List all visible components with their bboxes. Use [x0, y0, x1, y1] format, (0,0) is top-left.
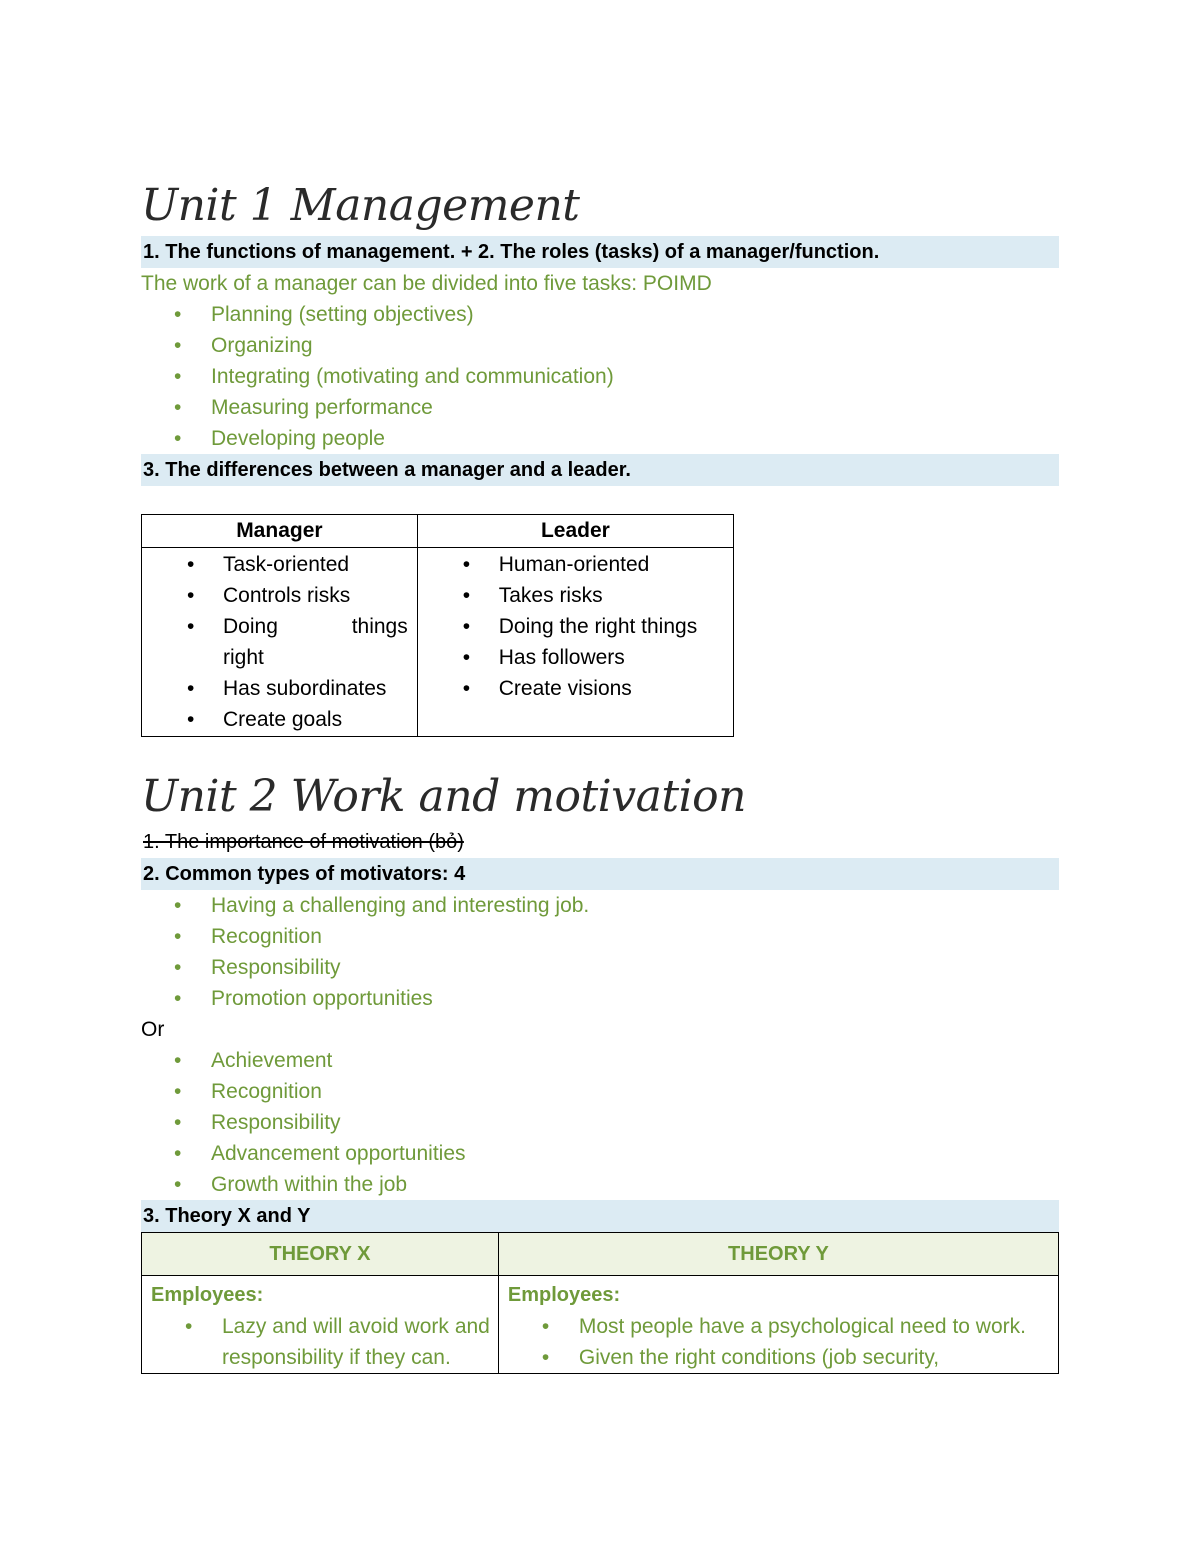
list-item: • Achievement: [141, 1045, 1059, 1076]
list-item: • Recognition: [141, 1076, 1059, 1107]
unit1-task-list: [141, 299, 1059, 454]
theory-y-header: THEORY Y: [498, 1233, 1058, 1276]
list-item: • Having a challenging and interesting job.: [141, 890, 1059, 921]
theory-x-list: [151, 1311, 490, 1373]
manager-list: [143, 549, 416, 735]
list-item: • Doing the right things: [419, 611, 732, 642]
leader-list: [419, 549, 732, 704]
list-item: • Planning (setting objectives): [141, 299, 1059, 330]
list-item: • Organizing: [141, 330, 1059, 361]
list-item: • Recognition: [141, 921, 1059, 952]
list-item: • Given the right conditions (job security,: [508, 1342, 1050, 1373]
list-item: • Has subordinates: [143, 673, 416, 704]
theory-y-cell: [498, 1276, 1058, 1374]
unit2-section3-heading: 3. Theory X and Y: [141, 1200, 1059, 1232]
list-item: • Promotion opportunities: [141, 983, 1059, 1014]
list-item: • Advancement opportunities: [141, 1138, 1059, 1169]
list-item-continuation: right: [223, 646, 264, 669]
word: things: [351, 615, 408, 638]
unit1-section1-heading: 1. The functions of management. + 2. The roles (tasks) of a manager/function.: [141, 236, 1059, 268]
list-item: • Has followers: [419, 642, 732, 673]
employees-label: Employees:: [507, 1284, 621, 1306]
leader-header: Leader: [417, 515, 733, 548]
document-content: [141, 176, 1059, 1374]
theory-x-cell: [142, 1276, 499, 1374]
list-item: [143, 611, 416, 642]
theory-y-list: [508, 1311, 1050, 1373]
theory-x-header: THEORY X: [142, 1233, 499, 1276]
manager-cell: [142, 548, 418, 737]
employees-label: Employees:: [151, 1284, 264, 1306]
or-text: Or: [141, 1018, 165, 1041]
motivators-list-b: [141, 1045, 1059, 1200]
list-item: • Integrating (motivating and communication): [141, 361, 1059, 392]
list-item: • Controls risks: [143, 580, 416, 611]
unit2-title: Unit 2 Work and motivation: [141, 771, 746, 822]
word: • Doing: [223, 615, 278, 638]
unit2-section2-heading: 2. Common types of motivators: 4: [141, 858, 1059, 890]
list-item: • Create goals: [143, 704, 416, 735]
leader-cell: [417, 548, 733, 737]
list-item: • Create visions: [419, 673, 732, 704]
unit1-intro: The work of a manager can be divided into five tasks: POIMD: [141, 272, 712, 295]
list-item: • Takes risks: [419, 580, 732, 611]
list-item: • Measuring performance: [141, 392, 1059, 423]
list-item: • Developing people: [141, 423, 1059, 454]
list-item: • Responsibility: [141, 1107, 1059, 1138]
list-item: • Most people have a psychological need to work.: [508, 1311, 1050, 1342]
list-item: • Lazy and will avoid work and responsibility if they can.: [151, 1311, 490, 1373]
manager-header: Manager: [142, 515, 418, 548]
theory-xy-table: [141, 1232, 1059, 1374]
unit1-title: Unit 1 Management: [141, 180, 580, 231]
list-item: • Human-oriented: [419, 549, 732, 580]
motivators-list-a: [141, 890, 1059, 1014]
unit2-section1-heading: 1. The importance of motivation (bỏ): [143, 831, 464, 853]
list-item: • Growth within the job: [141, 1169, 1059, 1200]
list-item: • Responsibility: [141, 952, 1059, 983]
unit1-section3-heading: 3. The differences between a manager and a leader.: [141, 454, 1059, 486]
manager-leader-table: [141, 514, 734, 737]
list-item: • Task-oriented: [143, 549, 416, 580]
